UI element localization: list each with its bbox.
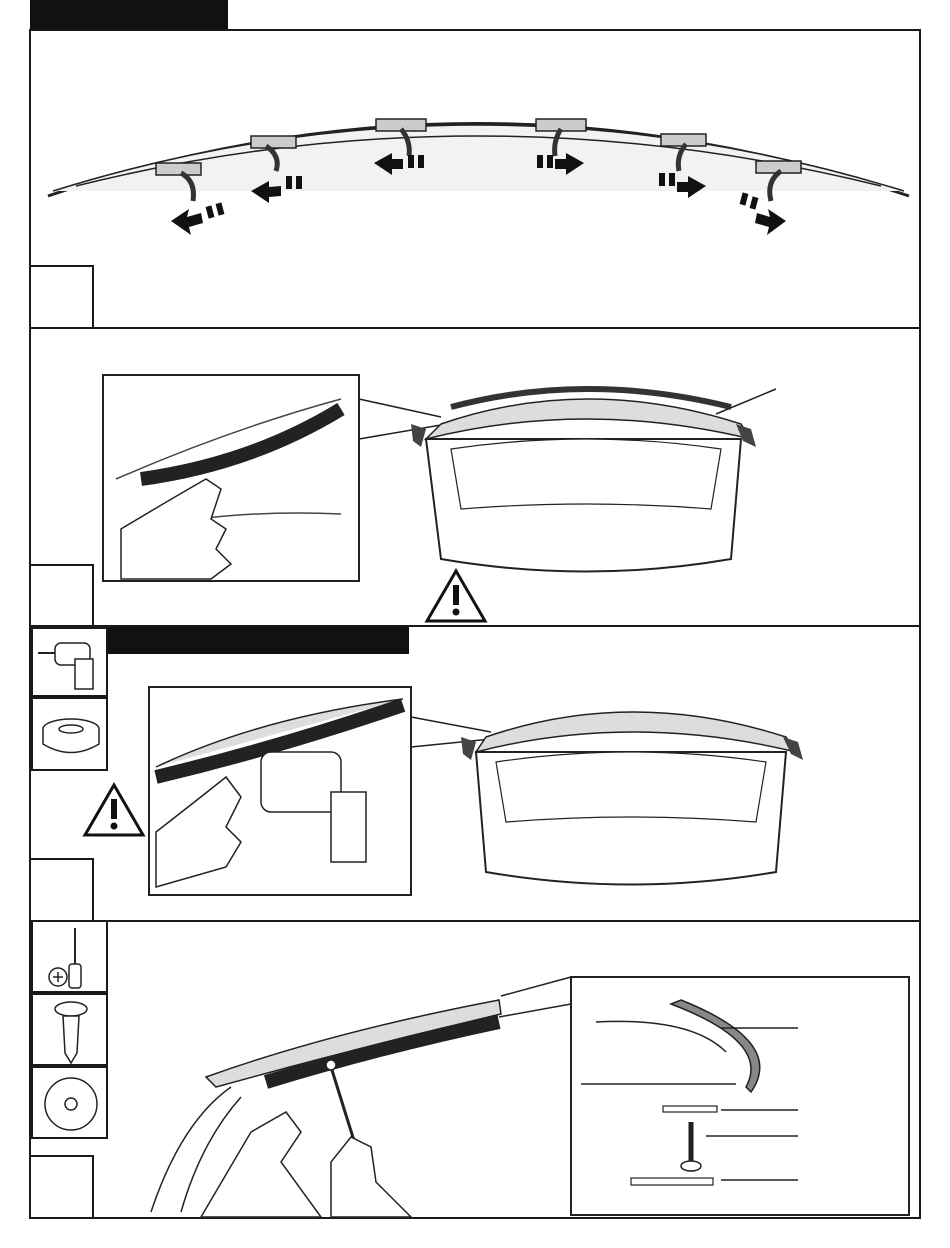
hand-applying-spoiler-illustration <box>31 329 923 629</box>
step-4-number-box <box>29 1155 94 1219</box>
spoiler-tape-removal-illustration <box>31 31 923 331</box>
washer-icon <box>33 1068 110 1141</box>
step-3-number-box <box>29 858 94 922</box>
step-2-number-box <box>29 564 94 627</box>
screw-part-box <box>31 993 108 1066</box>
tape-tool-box <box>31 697 108 771</box>
drill-tool-box <box>31 627 108 697</box>
step-2-panel <box>29 327 921 627</box>
drill-icon <box>33 629 110 699</box>
step-1-panel <box>29 29 921 329</box>
header-tab <box>30 0 228 30</box>
step-3-panel <box>29 625 921 922</box>
drill-pilot-holes-illustration <box>31 627 923 924</box>
screwdriver-tool-box <box>31 920 108 993</box>
tape-roll-icon <box>33 699 110 773</box>
screwdriver-icon <box>33 922 110 995</box>
step-4-panel <box>29 920 921 1219</box>
washer-part-box <box>31 1066 108 1139</box>
step-1-number-box <box>29 265 94 329</box>
step-3-banner <box>108 627 409 654</box>
screw-icon <box>33 995 110 1068</box>
screw-installation-illustration <box>31 922 923 1221</box>
